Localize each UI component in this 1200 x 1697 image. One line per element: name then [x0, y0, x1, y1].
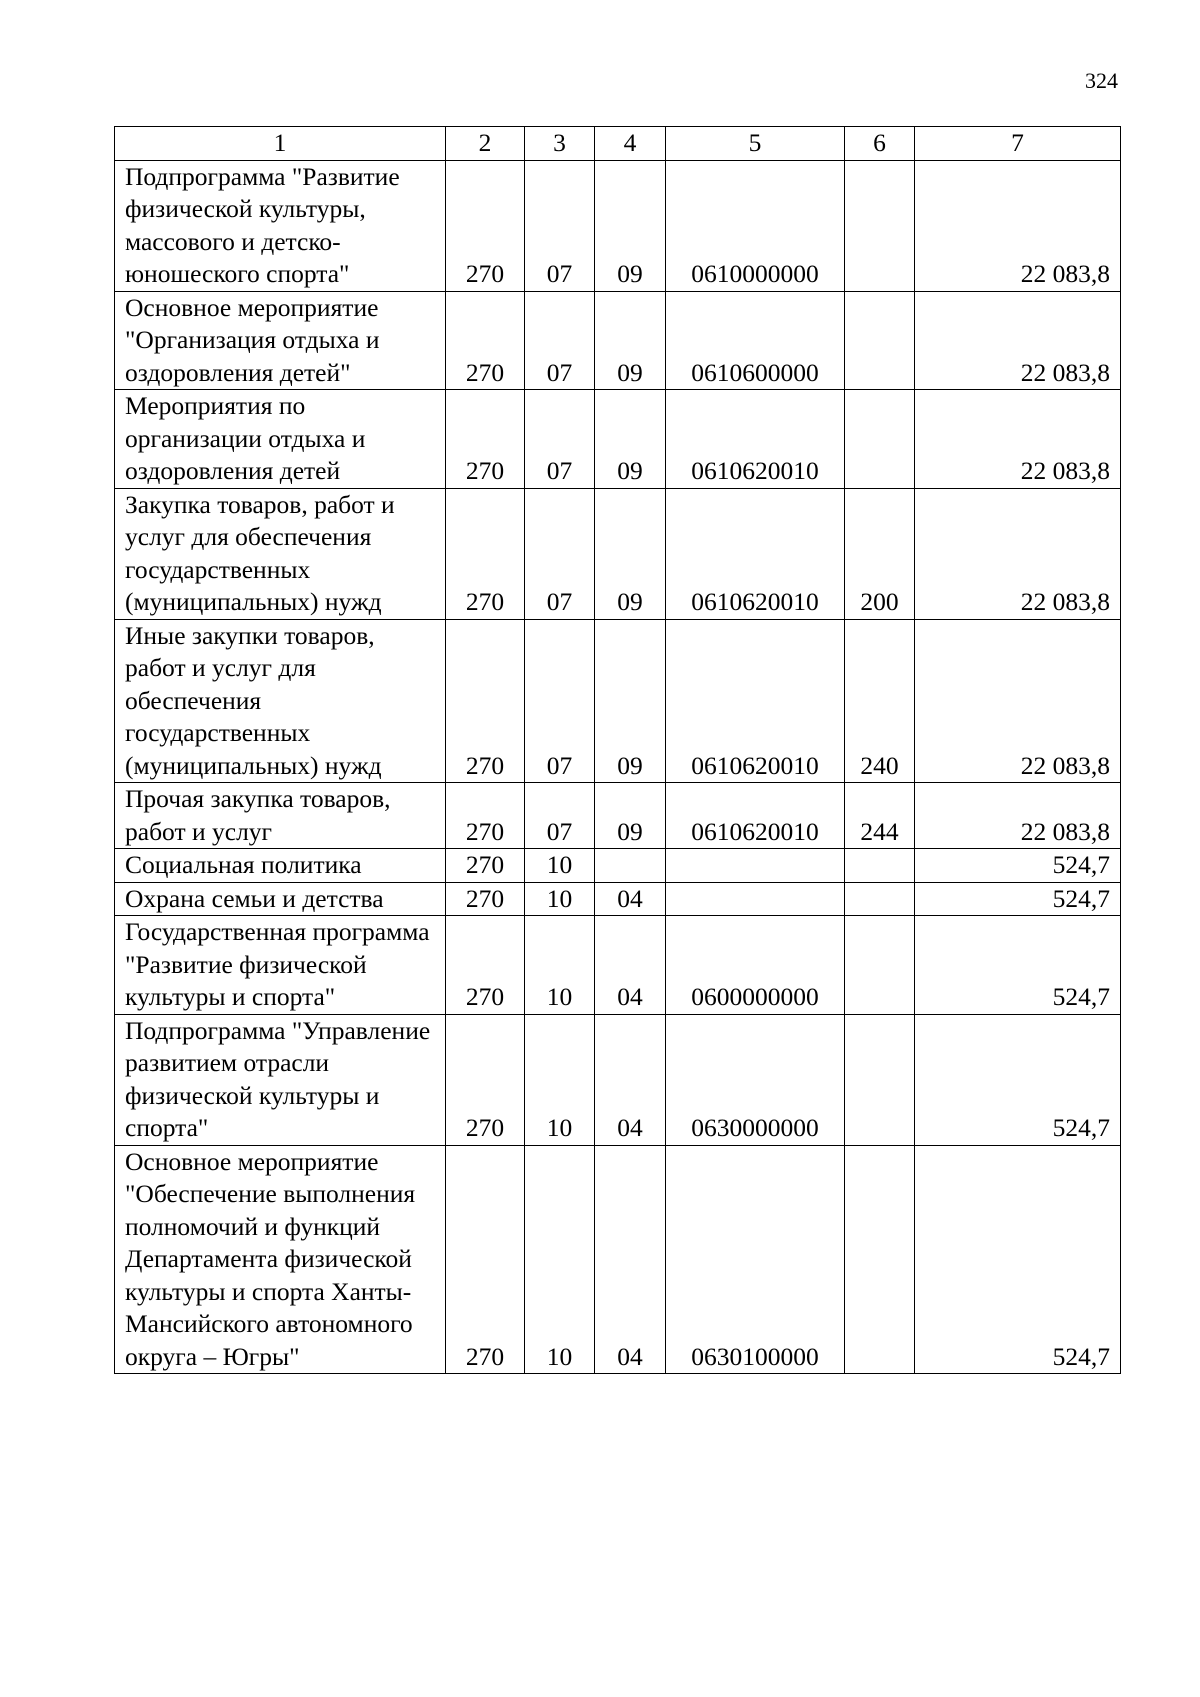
table-row [115, 916, 1121, 1015]
row-name-cell: Государственная программа "Развитие физической культуры и спорта" [115, 916, 446, 1015]
header-row [115, 127, 1121, 161]
col3-cell: 10 [525, 882, 595, 916]
col5-cell: 0610620010 [666, 783, 845, 849]
col4-cell: 04 [595, 1014, 666, 1145]
column-header: 6 [845, 127, 915, 161]
col3-cell: 07 [525, 783, 595, 849]
table-row [115, 1145, 1121, 1374]
row-name-cell: Охрана семьи и детства [115, 882, 446, 916]
column-header: 1 [115, 127, 446, 161]
row-name-cell: Основное мероприятие "Обеспечение выполнения полномочий и функций Департамента физической культуры и спорта Ханты-Мансийского автономного округа – Югры" [115, 1145, 446, 1374]
col4-cell: 09 [595, 291, 666, 390]
col4-cell [595, 849, 666, 883]
col5-cell: 0610000000 [666, 160, 845, 291]
table-row [115, 783, 1121, 849]
col3-cell: 07 [525, 390, 595, 489]
row-name-cell: Подпрограмма "Управление развитием отрасли физической культуры и спорта" [115, 1014, 446, 1145]
column-header: 3 [525, 127, 595, 161]
column-header: 7 [915, 127, 1121, 161]
col6-cell [845, 1014, 915, 1145]
col5-cell: 0610620010 [666, 488, 845, 619]
table-row [115, 882, 1121, 916]
col2-cell: 270 [446, 882, 525, 916]
column-header: 2 [446, 127, 525, 161]
col4-cell: 09 [595, 390, 666, 489]
col7-cell: 524,7 [915, 1145, 1121, 1374]
col7-cell: 524,7 [915, 882, 1121, 916]
col6-cell [845, 1145, 915, 1374]
col3-cell: 10 [525, 1145, 595, 1374]
column-header: 5 [666, 127, 845, 161]
col4-cell: 09 [595, 488, 666, 619]
col3-cell: 07 [525, 488, 595, 619]
col6-cell: 244 [845, 783, 915, 849]
col2-cell: 270 [446, 619, 525, 783]
col6-cell: 240 [845, 619, 915, 783]
col5-cell [666, 849, 845, 883]
col4-cell: 04 [595, 916, 666, 1015]
col7-cell: 524,7 [915, 1014, 1121, 1145]
col6-cell [845, 291, 915, 390]
col2-cell: 270 [446, 1014, 525, 1145]
column-header: 4 [595, 127, 666, 161]
table-row [115, 390, 1121, 489]
table-body [115, 160, 1121, 1374]
col5-cell: 0610600000 [666, 291, 845, 390]
table-row [115, 160, 1121, 291]
row-name-cell: Закупка товаров, работ и услуг для обеспечения государственных (муниципальных) нужд [115, 488, 446, 619]
col7-cell: 22 083,8 [915, 291, 1121, 390]
col2-cell: 270 [446, 488, 525, 619]
table-row [115, 488, 1121, 619]
col5-cell: 0600000000 [666, 916, 845, 1015]
col2-cell: 270 [446, 783, 525, 849]
col3-cell: 10 [525, 916, 595, 1015]
table-row [115, 1014, 1121, 1145]
col7-cell: 22 083,8 [915, 783, 1121, 849]
col6-cell [845, 160, 915, 291]
col6-cell [845, 849, 915, 883]
col6-cell: 200 [845, 488, 915, 619]
col4-cell: 04 [595, 882, 666, 916]
col2-cell: 270 [446, 849, 525, 883]
col3-cell: 07 [525, 291, 595, 390]
table-row [115, 619, 1121, 783]
col2-cell: 270 [446, 291, 525, 390]
col5-cell: 0610620010 [666, 390, 845, 489]
col4-cell: 09 [595, 783, 666, 849]
col7-cell: 22 083,8 [915, 619, 1121, 783]
col7-cell: 524,7 [915, 849, 1121, 883]
row-name-cell: Социальная политика [115, 849, 446, 883]
col3-cell: 10 [525, 849, 595, 883]
col2-cell: 270 [446, 390, 525, 489]
col4-cell: 09 [595, 160, 666, 291]
table-row [115, 849, 1121, 883]
table-row [115, 291, 1121, 390]
budget-table [114, 126, 1121, 1374]
page-number: 324 [1085, 68, 1118, 93]
col6-cell [845, 882, 915, 916]
col3-cell: 07 [525, 619, 595, 783]
col7-cell: 22 083,8 [915, 160, 1121, 291]
row-name-cell: Прочая закупка товаров, работ и услуг [115, 783, 446, 849]
col3-cell: 07 [525, 160, 595, 291]
row-name-cell: Подпрограмма "Развитие физической культуры, массового и детско-юношеского спорта" [115, 160, 446, 291]
col5-cell [666, 882, 845, 916]
row-name-cell: Основное мероприятие "Организация отдыха и оздоровления детей" [115, 291, 446, 390]
col2-cell: 270 [446, 1145, 525, 1374]
col4-cell: 04 [595, 1145, 666, 1374]
row-name-cell: Иные закупки товаров, работ и услуг для обеспечения государственных (муниципальных) нужд [115, 619, 446, 783]
col7-cell: 22 083,8 [915, 488, 1121, 619]
col5-cell: 0630100000 [666, 1145, 845, 1374]
row-name-cell: Мероприятия по организации отдыха и оздоровления детей [115, 390, 446, 489]
col5-cell: 0630000000 [666, 1014, 845, 1145]
col3-cell: 10 [525, 1014, 595, 1145]
col6-cell [845, 390, 915, 489]
col4-cell: 09 [595, 619, 666, 783]
col5-cell: 0610620010 [666, 619, 845, 783]
col2-cell: 270 [446, 916, 525, 1015]
col7-cell: 22 083,8 [915, 390, 1121, 489]
col7-cell: 524,7 [915, 916, 1121, 1015]
col6-cell [845, 916, 915, 1015]
col2-cell: 270 [446, 160, 525, 291]
